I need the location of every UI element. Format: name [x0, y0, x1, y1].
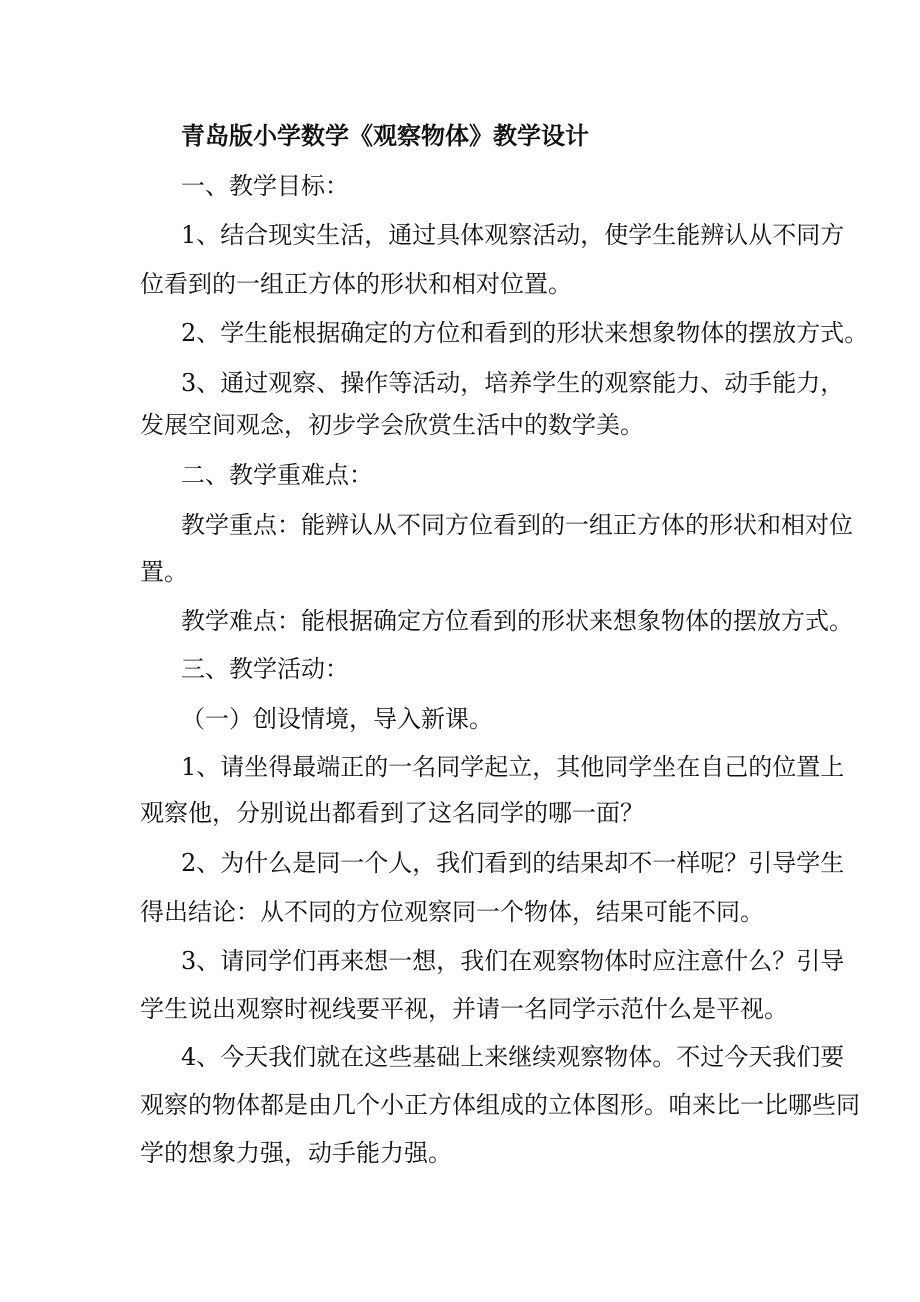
section-heading-activities: 三、教学活动： — [181, 655, 349, 683]
objective-1-line-1: 1、结合现实生活，通过具体观察活动，使学生能辨认从不同方 — [181, 221, 845, 249]
difficulty-line-1: 教学难点：能根据确定方位看到的形状来想象物体的摆放方式。 — [181, 607, 853, 635]
objective-2-line-1: 2、学生能根据确定的方位和看到的形状来想象物体的摆放方式。 — [181, 319, 869, 347]
activity-2-line-2: 得出结论：从不同的方位观察同一个物体，结果可能不同。 — [140, 898, 764, 926]
activity-2-line-1: 2、为什么是同一个人，我们看到的结果却不一样呢？引导学生 — [181, 849, 845, 877]
key-point-line-2: 置。 — [140, 558, 188, 586]
sub-heading-introduction: （一）创设情境，导入新课。 — [181, 705, 493, 733]
activity-4-line-1: 4、今天我们就在这些基础上来继续观察物体。不过今天我们要 — [181, 1043, 845, 1071]
activity-4-line-2: 观察的物体都是由几个小正方体组成的立体图形。咱来比一比哪些同 — [140, 1091, 860, 1119]
document-title: 青岛版小学数学《观察物体》教学设计 — [181, 121, 589, 150]
section-heading-key-points: 二、教学重难点： — [181, 461, 373, 489]
objective-3-line-1: 3、通过观察、操作等活动，培养学生的观察能力、动手能力， — [181, 369, 845, 397]
activity-3-line-1: 3、请同学们再来想一想，我们在观察物体时应注意什么？引导 — [181, 947, 845, 975]
activity-1-line-2: 观察他，分别说出都看到了这名同学的哪一面？ — [140, 799, 644, 827]
section-heading-objectives: 一、教学目标： — [181, 172, 349, 200]
activity-4-line-3: 学的想象力强，动手能力强。 — [140, 1139, 452, 1167]
activity-1-line-1: 1、请坐得最端正的一名同学起立，其他同学坐在自己的位置上 — [181, 753, 845, 781]
objective-1-line-2: 位看到的一组正方体的形状和相对位置。 — [140, 270, 572, 298]
key-point-line-1: 教学重点：能辨认从不同方位看到的一组正方体的形状和相对位 — [181, 511, 853, 539]
objective-3-line-2: 发展空间观念，初步学会欣赏生活中的数学美。 — [140, 411, 644, 439]
activity-3-line-2: 学生说出观察时视线要平视，并请一名同学示范什么是平视。 — [140, 995, 788, 1023]
